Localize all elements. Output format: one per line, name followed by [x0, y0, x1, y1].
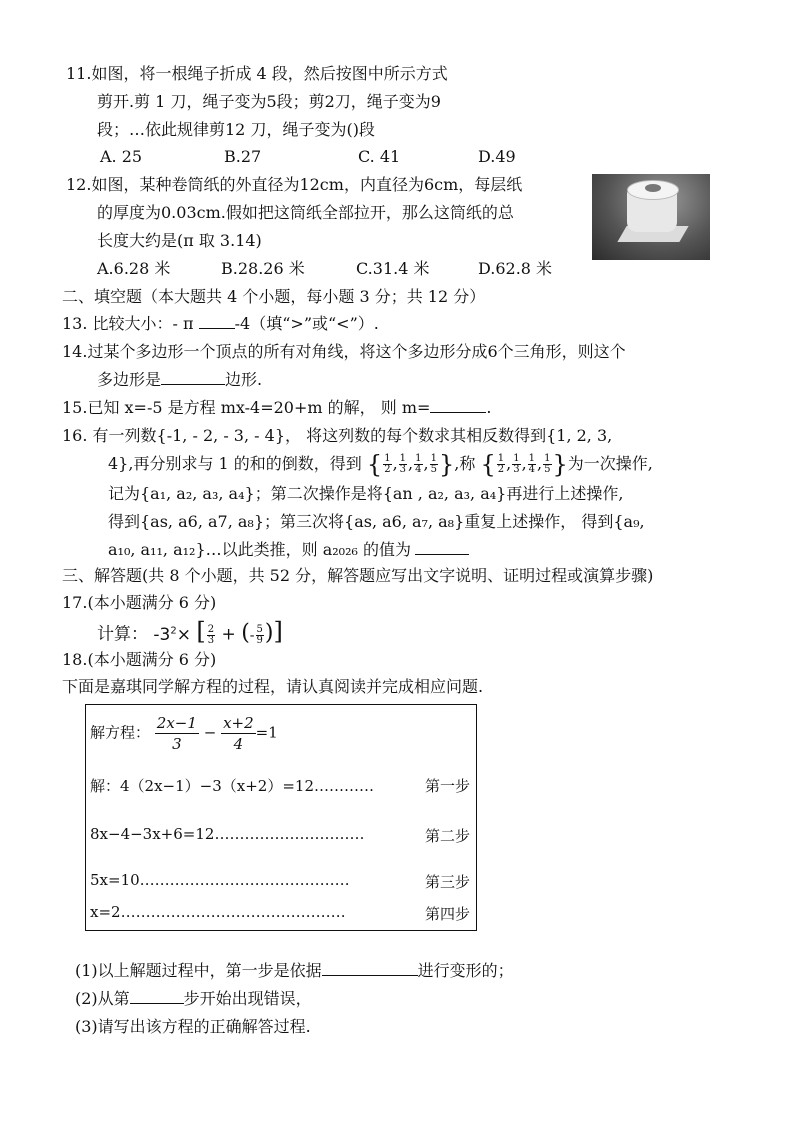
q18-sub1-blank[interactable] — [322, 961, 418, 976]
step-2-label: 第二步 — [424, 827, 470, 845]
q11-option-a: A. 25 — [100, 147, 143, 166]
q12-line2: 的厚度为0.03cm.假如把这筒纸全部拉开，那么这筒纸的总 — [97, 203, 514, 222]
q12-option-c: C.31.4 米 — [356, 259, 430, 278]
q16-line4: 得到{as, a6, a7, a₈}；第三次将{as, a6, a₇, a₈}重复上述操作， 得到{a₉, — [108, 512, 645, 531]
q18-sub3: (3)请写出该方程的正确解答过程. — [75, 1017, 311, 1036]
q14-line2: 多边形是 边形. — [97, 370, 263, 389]
q12-line3: 长度大约是(π 取 3.14) — [97, 231, 262, 250]
q12-line1: 12.如图，某种卷筒纸的外直径为12cm，内直径为6cm，每层纸 — [66, 175, 523, 194]
q18-heading: 18.(本小题满分 6 分) — [62, 650, 217, 669]
step-4-label: 第四步 — [424, 905, 470, 923]
toilet-paper-roll-photo — [592, 174, 710, 260]
q16-answer-blank[interactable] — [415, 540, 469, 555]
q13-answer-blank[interactable] — [199, 314, 235, 329]
section-2-heading: 二、填空题（本大题共 4 个小题，每小题 3 分；共 12 分） — [62, 287, 486, 306]
q11-line1: 11.如图，将一根绳子折成 4 段，然后按图中所示方式 — [66, 64, 448, 83]
step-1: 解：4（2x−1）−3（x+2）=12………… — [90, 777, 374, 795]
q11-option-b: B.27 — [224, 147, 262, 166]
q18-intro: 下面是嘉琪同学解方程的过程，请认真阅读并完成相应问题. — [62, 677, 484, 696]
q17-heading: 17.(本小题满分 6 分) — [62, 593, 217, 612]
q12-option-a: A.6.28 米 — [97, 259, 171, 278]
equation: 解方程： $\frac{2x-1}{3}$ − $\frac{x+2}{4}$ =1 — [90, 714, 278, 753]
q11-line2: 剪开.剪 1 刀，绳子变为5段；剪2刀，绳子变为9 — [97, 92, 441, 111]
step-1-label: 第一步 — [424, 777, 470, 795]
q16-line5: a₁₀, a₁₁, a₁₂}…以此类推，则 a₂₀₂₆ 的值为 — [108, 539, 469, 561]
step-4: x=2……………………………………… — [90, 903, 346, 921]
step-2: 8x−4−3x+6=12………………………… — [90, 825, 365, 843]
solution-box — [85, 704, 477, 931]
q16-line3: 记为{a₁, a₂, a₃, a₄}；第二次操作是将{an , a₂, a₃, a₄}再进行上述操作, — [108, 484, 624, 503]
q18-sub2: (2)从第 步开始出现错误， — [75, 989, 312, 1008]
q11-option-c: C. 41 — [358, 147, 401, 166]
q11-option-d: D.49 — [478, 147, 516, 166]
q11-line3: 段；…依此规律剪12 刀，绳子变为()段 — [97, 120, 375, 139]
q12-option-b: B.28.26 米 — [221, 259, 305, 278]
step-3-label: 第三步 — [424, 873, 470, 891]
q15-answer-blank[interactable] — [430, 398, 486, 413]
q15: 15.已知 x=-5 是方程 mx-4=20+m 的解， 则 m= . — [62, 398, 492, 417]
section-3-heading: 三、解答题(共 8 个小题，共 52 分，解答题应写出文字说明、证明过程或演算步骤) — [62, 566, 654, 585]
q18-sub2-blank[interactable] — [130, 989, 184, 1004]
q14-answer-blank[interactable] — [161, 370, 225, 385]
q12-option-d: D.62.8 米 — [478, 259, 553, 278]
q17-expression: 计算： $-3^2\times$ [ $\frac{2}{3}$ + (- $\frac{5}{9}$ )] — [97, 617, 283, 646]
q16-line1: 16. 有一列数{-1, - 2, - 3, - 4}， 将这列数的每个数求其相反数得到{1, 2, 3, — [62, 426, 613, 445]
step-3: 5x=10…………………………………… — [90, 871, 350, 889]
q16-line2: 4},再分别求与 1 的和的倒数，得到 { $\frac{1}{2}$ , $\frac{1}{3}$ , $\frac{1}{4}$ , $\frac{1}{5}$ },称 { $\frac{1}{2}$ , $\frac{1}{3}$ , $\frac{1}{4}$ , $\frac{1}{5}$ }为一次操作, — [108, 450, 653, 479]
q18-sub1: (1)以上解题过程中，第一步是依据 进行变形的； — [75, 961, 514, 980]
q13: 13. 比较大小：- π -4（填“>”或“<”）. — [62, 314, 379, 333]
q14-line1: 14.过某个多边形一个顶点的所有对角线，将这个多边形分成6个三角形，则这个 — [62, 342, 626, 361]
